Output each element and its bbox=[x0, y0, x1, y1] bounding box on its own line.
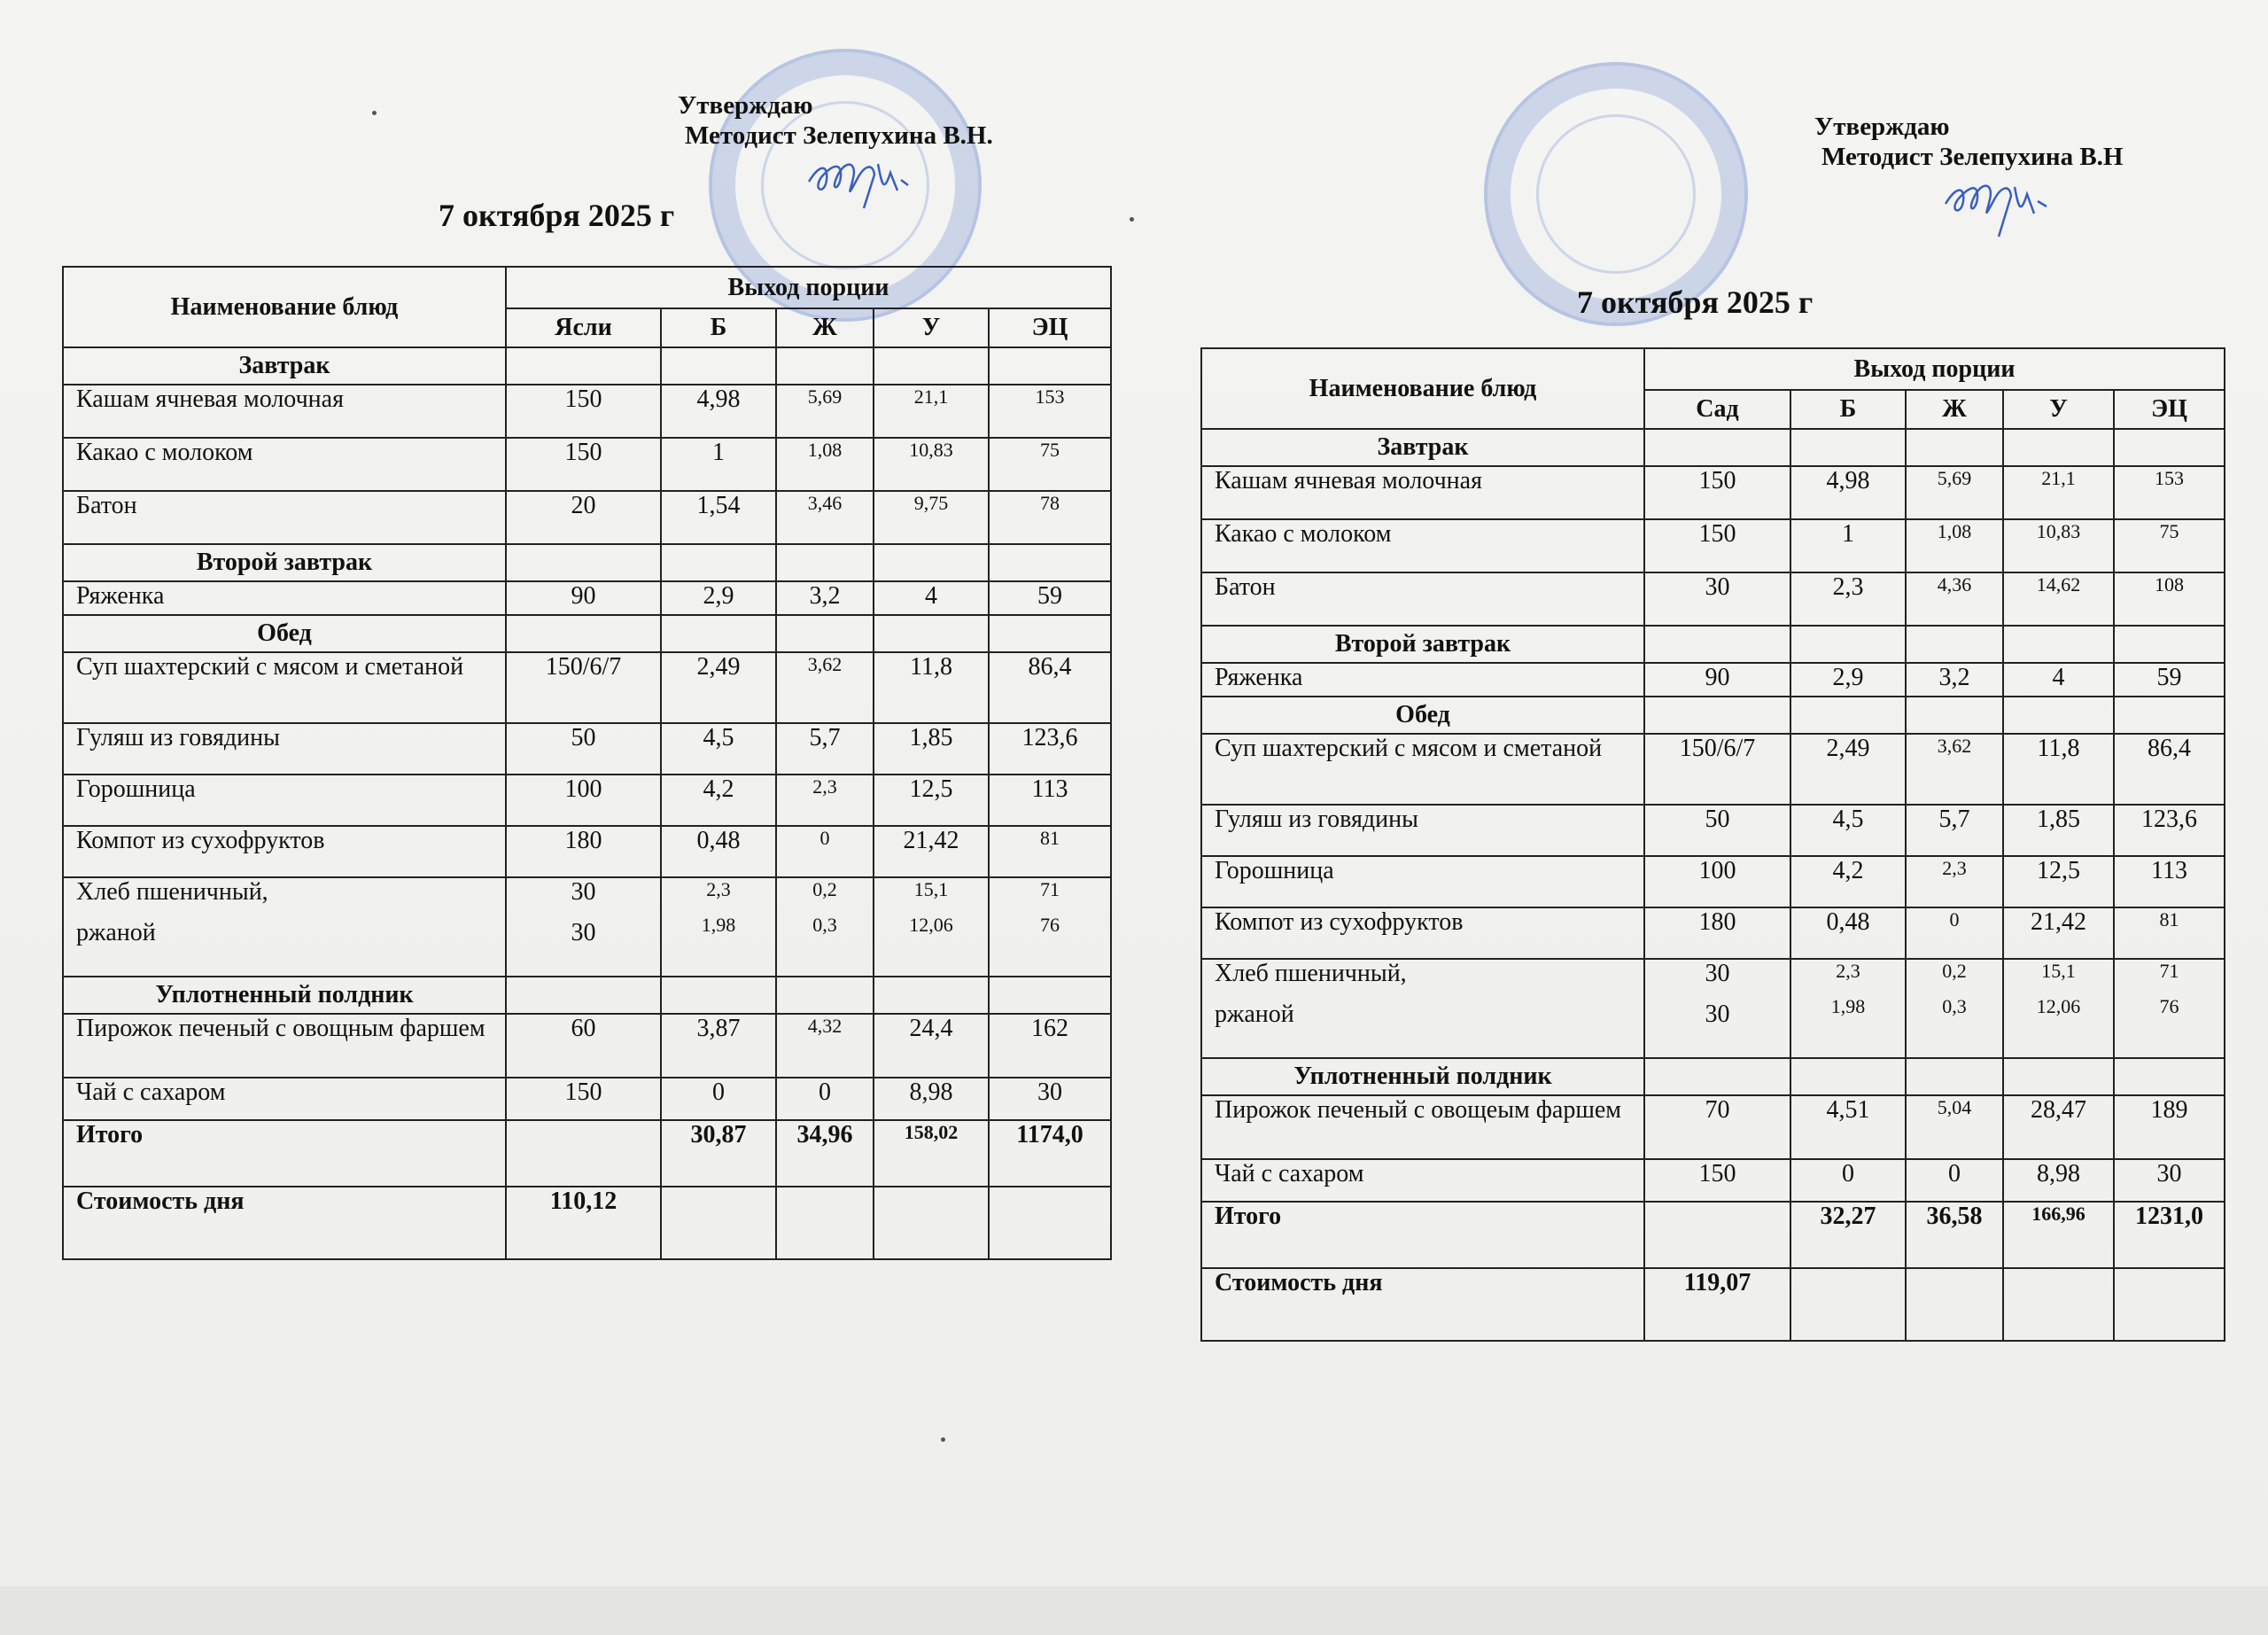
table-row: Ряженка 90 2,9 3,2 4 59 bbox=[63, 581, 1111, 615]
section-lunch: Обед bbox=[63, 615, 506, 652]
menu-date: 7 октября 2025 г bbox=[439, 198, 675, 233]
col-header-u: У bbox=[874, 308, 989, 347]
total-row: Итого 30,87 34,96 158,02 1174,0 bbox=[63, 1120, 1111, 1187]
cost-row: Стоимость дня 119,07 bbox=[1201, 1268, 2225, 1341]
col-header-group: Сад bbox=[1644, 390, 1790, 429]
signature-icon bbox=[1940, 164, 2082, 244]
approval-block bbox=[678, 90, 993, 151]
col-header-name: Наименование блюд bbox=[1201, 348, 1644, 429]
scan-edge bbox=[0, 1586, 2268, 1635]
scan-speck bbox=[372, 111, 377, 115]
table-row: Горошница 100 4,2 2,3 12,5 113 bbox=[1201, 856, 2225, 907]
table-row: Горошница 100 4,2 2,3 12,5 113 bbox=[63, 775, 1111, 826]
col-header-u: У bbox=[2003, 390, 2114, 429]
col-header-group: Ясли bbox=[506, 308, 661, 347]
col-header-portion: Выход порции bbox=[1644, 348, 2225, 390]
table-row: Батон 20 1,54 3,46 9,75 78 bbox=[63, 491, 1111, 544]
col-header-b: Б bbox=[661, 308, 776, 347]
col-header-portion: Выход порции bbox=[506, 267, 1111, 308]
approve-title: Утверждаю bbox=[678, 91, 813, 120]
table-row: Батон 30 2,3 4,36 14,62 108 bbox=[1201, 572, 2225, 626]
table-row: Компот из сухофруктов 180 0,48 0 21,42 81 bbox=[1201, 907, 2225, 959]
table-row: Гуляш из говядины 50 4,5 5,7 1,85 123,6 bbox=[63, 723, 1111, 775]
col-header-ec: ЭЦ bbox=[2114, 390, 2225, 429]
table-row: Кашам ячневая молочная 150 4,98 5,69 21,1 153 bbox=[1201, 466, 2225, 519]
section-snack: Уплотненный полдник bbox=[63, 977, 506, 1014]
table-row: Ряженка 90 2,9 3,2 4 59 bbox=[1201, 663, 2225, 697]
approve-title: Утверждаю bbox=[1814, 113, 1950, 141]
table-row: Чай с сахаром 150 0 0 8,98 30 bbox=[63, 1078, 1111, 1120]
table-row: Гуляш из говядины 50 4,5 5,7 1,85 123,6 bbox=[1201, 805, 2225, 856]
table-row: Суп шахтерский с мясом и сметаной 150/6/7 2,49 3,62 11,8 86,4 bbox=[63, 652, 1111, 723]
menu-table-nursery bbox=[62, 266, 1112, 1260]
table-row: Какао с молоком 150 1 1,08 10,83 75 bbox=[63, 438, 1111, 491]
approver-name: Методист Зелепухина В.Н. bbox=[685, 121, 993, 150]
approval-block bbox=[1814, 112, 2123, 172]
table-row: Хлеб пшеничный, ржаной 30 30 2,3 1,98 0,2 0,3 15,1 12,06 71 76 bbox=[63, 877, 1111, 977]
scan-speck bbox=[941, 1437, 945, 1442]
signature-icon bbox=[802, 146, 944, 217]
col-header-name: Наименование блюд bbox=[63, 267, 506, 347]
menu-table-kindergarten bbox=[1200, 347, 2225, 1342]
scan-speck bbox=[1130, 217, 1134, 222]
section-breakfast: Завтрак bbox=[1201, 429, 1644, 466]
table-row: Кашам ячневая молочная 150 4,98 5,69 21,1 153 bbox=[63, 385, 1111, 438]
total-row: Итого 32,27 36,58 166,96 1231,0 bbox=[1201, 1202, 2225, 1268]
section-second-breakfast: Второй завтрак bbox=[63, 544, 506, 581]
table-row: Хлеб пшеничный, ржаной 30 30 2,3 1,98 0,2 0,3 15,1 12,06 71 76 bbox=[1201, 959, 2225, 1058]
section-second-breakfast: Второй завтрак bbox=[1201, 626, 1644, 663]
section-snack: Уплотненный полдник bbox=[1201, 1058, 1644, 1095]
approver-name: Методист Зелепухина В.Н bbox=[1821, 143, 2124, 171]
table-row: Суп шахтерский с мясом и сметаной 150/6/7 2,49 3,62 11,8 86,4 bbox=[1201, 734, 2225, 805]
section-lunch: Обед bbox=[1201, 697, 1644, 734]
col-header-zh: Ж bbox=[1906, 390, 2003, 429]
table-row: Чай с сахаром 150 0 0 8,98 30 bbox=[1201, 1159, 2225, 1202]
col-header-ec: ЭЦ bbox=[989, 308, 1111, 347]
section-breakfast: Завтрак bbox=[63, 347, 506, 385]
table-row: Пирожок печеный с овощеым фаршем 70 4,51 5,04 28,47 189 bbox=[1201, 1095, 2225, 1159]
menu-date: 7 октября 2025 г bbox=[1577, 284, 1814, 320]
cost-row: Стоимость дня 110,12 bbox=[63, 1187, 1111, 1259]
col-header-b: Б bbox=[1790, 390, 1906, 429]
table-row: Какао с молоком 150 1 1,08 10,83 75 bbox=[1201, 519, 2225, 572]
table-row: Пирожок печеный с овощным фаршем 60 3,87 4,32 24,4 162 bbox=[63, 1014, 1111, 1078]
col-header-zh: Ж bbox=[776, 308, 874, 347]
table-row: Компот из сухофруктов 180 0,48 0 21,42 81 bbox=[63, 826, 1111, 877]
